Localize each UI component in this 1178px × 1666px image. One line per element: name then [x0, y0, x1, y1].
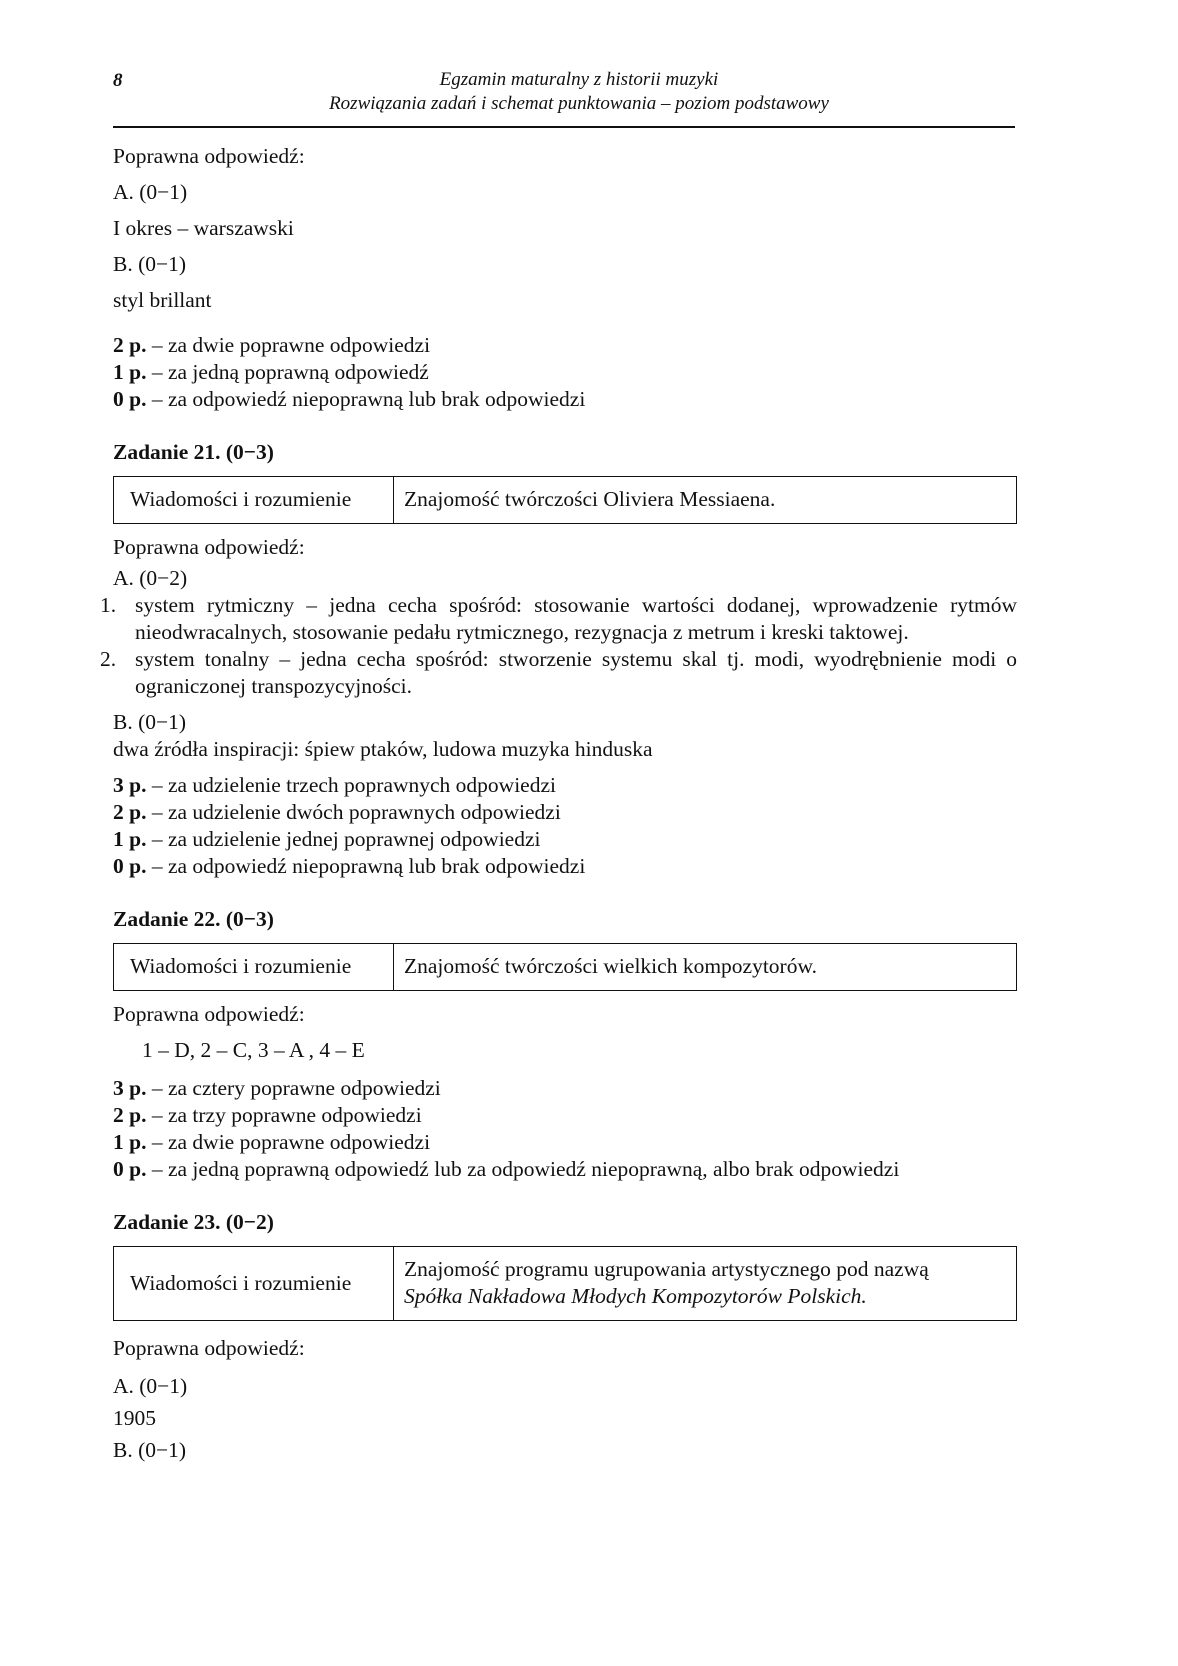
part-b-label: B. (0−1) [113, 252, 187, 276]
answer-label: Poprawna odpowiedź: [113, 1002, 305, 1026]
part-b-label: B. (0−1) [113, 1438, 187, 1462]
score-line: 0 p. – za jedną poprawną odpowiedź lub za odpowiedź niepoprawną, albo brak odpowiedzi [113, 1157, 900, 1181]
task-title: Zadanie 21. (0−3) [113, 440, 274, 464]
matching-answer: 1 – D, 2 – C, 3 – A , 4 – E [142, 1038, 365, 1062]
requirement-description: Znajomość twórczości wielkich kompozytorów. [394, 944, 1017, 991]
answer-label: Poprawna odpowiedź: [113, 1336, 305, 1360]
task-title: Zadanie 23. (0−2) [113, 1210, 274, 1234]
task-23-section [113, 1209, 1017, 1464]
page-header [113, 68, 1015, 116]
header-divider [113, 126, 1015, 128]
score-line: 2 p. – za dwie poprawne odpowiedzi [113, 333, 431, 357]
answer-list [100, 592, 1017, 700]
requirement-description: Znajomość twórczości Oliviera Messiaena. [394, 477, 1017, 524]
scoring-list [113, 772, 1017, 880]
requirements-table [113, 476, 1017, 524]
score-line: 2 p. – za udzielenie dwóch poprawnych odpowiedzi [113, 800, 561, 824]
task-22-section [113, 906, 1017, 1183]
score-line: 2 p. – za trzy poprawne odpowiedzi [113, 1103, 422, 1127]
scoring-list [113, 1075, 1017, 1183]
score-line: 0 p. – za odpowiedź niepoprawną lub brak odpowiedzi [113, 387, 586, 411]
task-21-section [100, 439, 1017, 880]
scoring-list [113, 332, 1017, 413]
part-a-answer: 1905 [113, 1406, 156, 1430]
answer-label: Poprawna odpowiedź: [113, 535, 305, 559]
list-item: 1. system rytmiczny – jedna cecha spośród: stosowanie wartości dodanej, wprowadzenie rytmów nieodwracalnych, stosowanie pedału rytmicznego, rezygnacja z metrum i kreski taktowej. [100, 593, 1017, 644]
requirements-table [113, 1246, 1017, 1321]
requirement-description: Znajomość programu ugrupowania artystycznego pod nazwą Spółka Nakładowa Młodych Kompozytorów Polskich. [394, 1247, 1017, 1321]
part-a-label: A. (0−1) [113, 1374, 188, 1398]
score-line: 3 p. – za udzielenie trzech poprawnych odpowiedzi [113, 773, 556, 797]
score-line: 0 p. – za odpowiedź niepoprawną lub brak odpowiedzi [113, 854, 586, 878]
score-line: 1 p. – za udzielenie jednej poprawnej odpowiedzi [113, 827, 541, 851]
part-a-label: A. (0−1) [113, 180, 188, 204]
requirement-category: Wiadomości i rozumienie [114, 477, 394, 524]
score-line: 1 p. – za dwie poprawne odpowiedzi [113, 1130, 431, 1154]
part-a-label: A. (0−2) [113, 566, 188, 590]
answer-label: Poprawna odpowiedź: [113, 144, 305, 168]
task-title: Zadanie 22. (0−3) [113, 907, 274, 931]
document-content [100, 143, 1017, 1464]
score-line: 3 p. – za cztery poprawne odpowiedzi [113, 1076, 441, 1100]
list-item: 2. system tonalny – jedna cecha spośród: stworzenie systemu skal tj. modi, wyodrębnienie modi o ograniczonej transpozycyjności. [100, 647, 1017, 698]
requirements-table [113, 943, 1017, 991]
requirement-category: Wiadomości i rozumienie [114, 1247, 394, 1321]
score-line: 1 p. – za jedną poprawną odpowiedź [113, 360, 429, 384]
header-title: Egzamin maturalny z historii muzyki [439, 69, 719, 90]
requirement-category: Wiadomości i rozumienie [114, 944, 394, 991]
part-a-answer: I okres – warszawski [113, 216, 294, 240]
page-number: 8 [113, 70, 123, 91]
task-20-section [113, 143, 1017, 413]
header-subtitle: Rozwiązania zadań i schemat punktowania – poziom podstawowy [329, 93, 829, 114]
part-b-answer: styl brillant [113, 288, 212, 312]
part-b-label: B. (0−1) [113, 710, 187, 734]
part-b-answer: dwa źródła inspiracji: śpiew ptaków, ludowa muzyka hinduska [113, 737, 653, 761]
